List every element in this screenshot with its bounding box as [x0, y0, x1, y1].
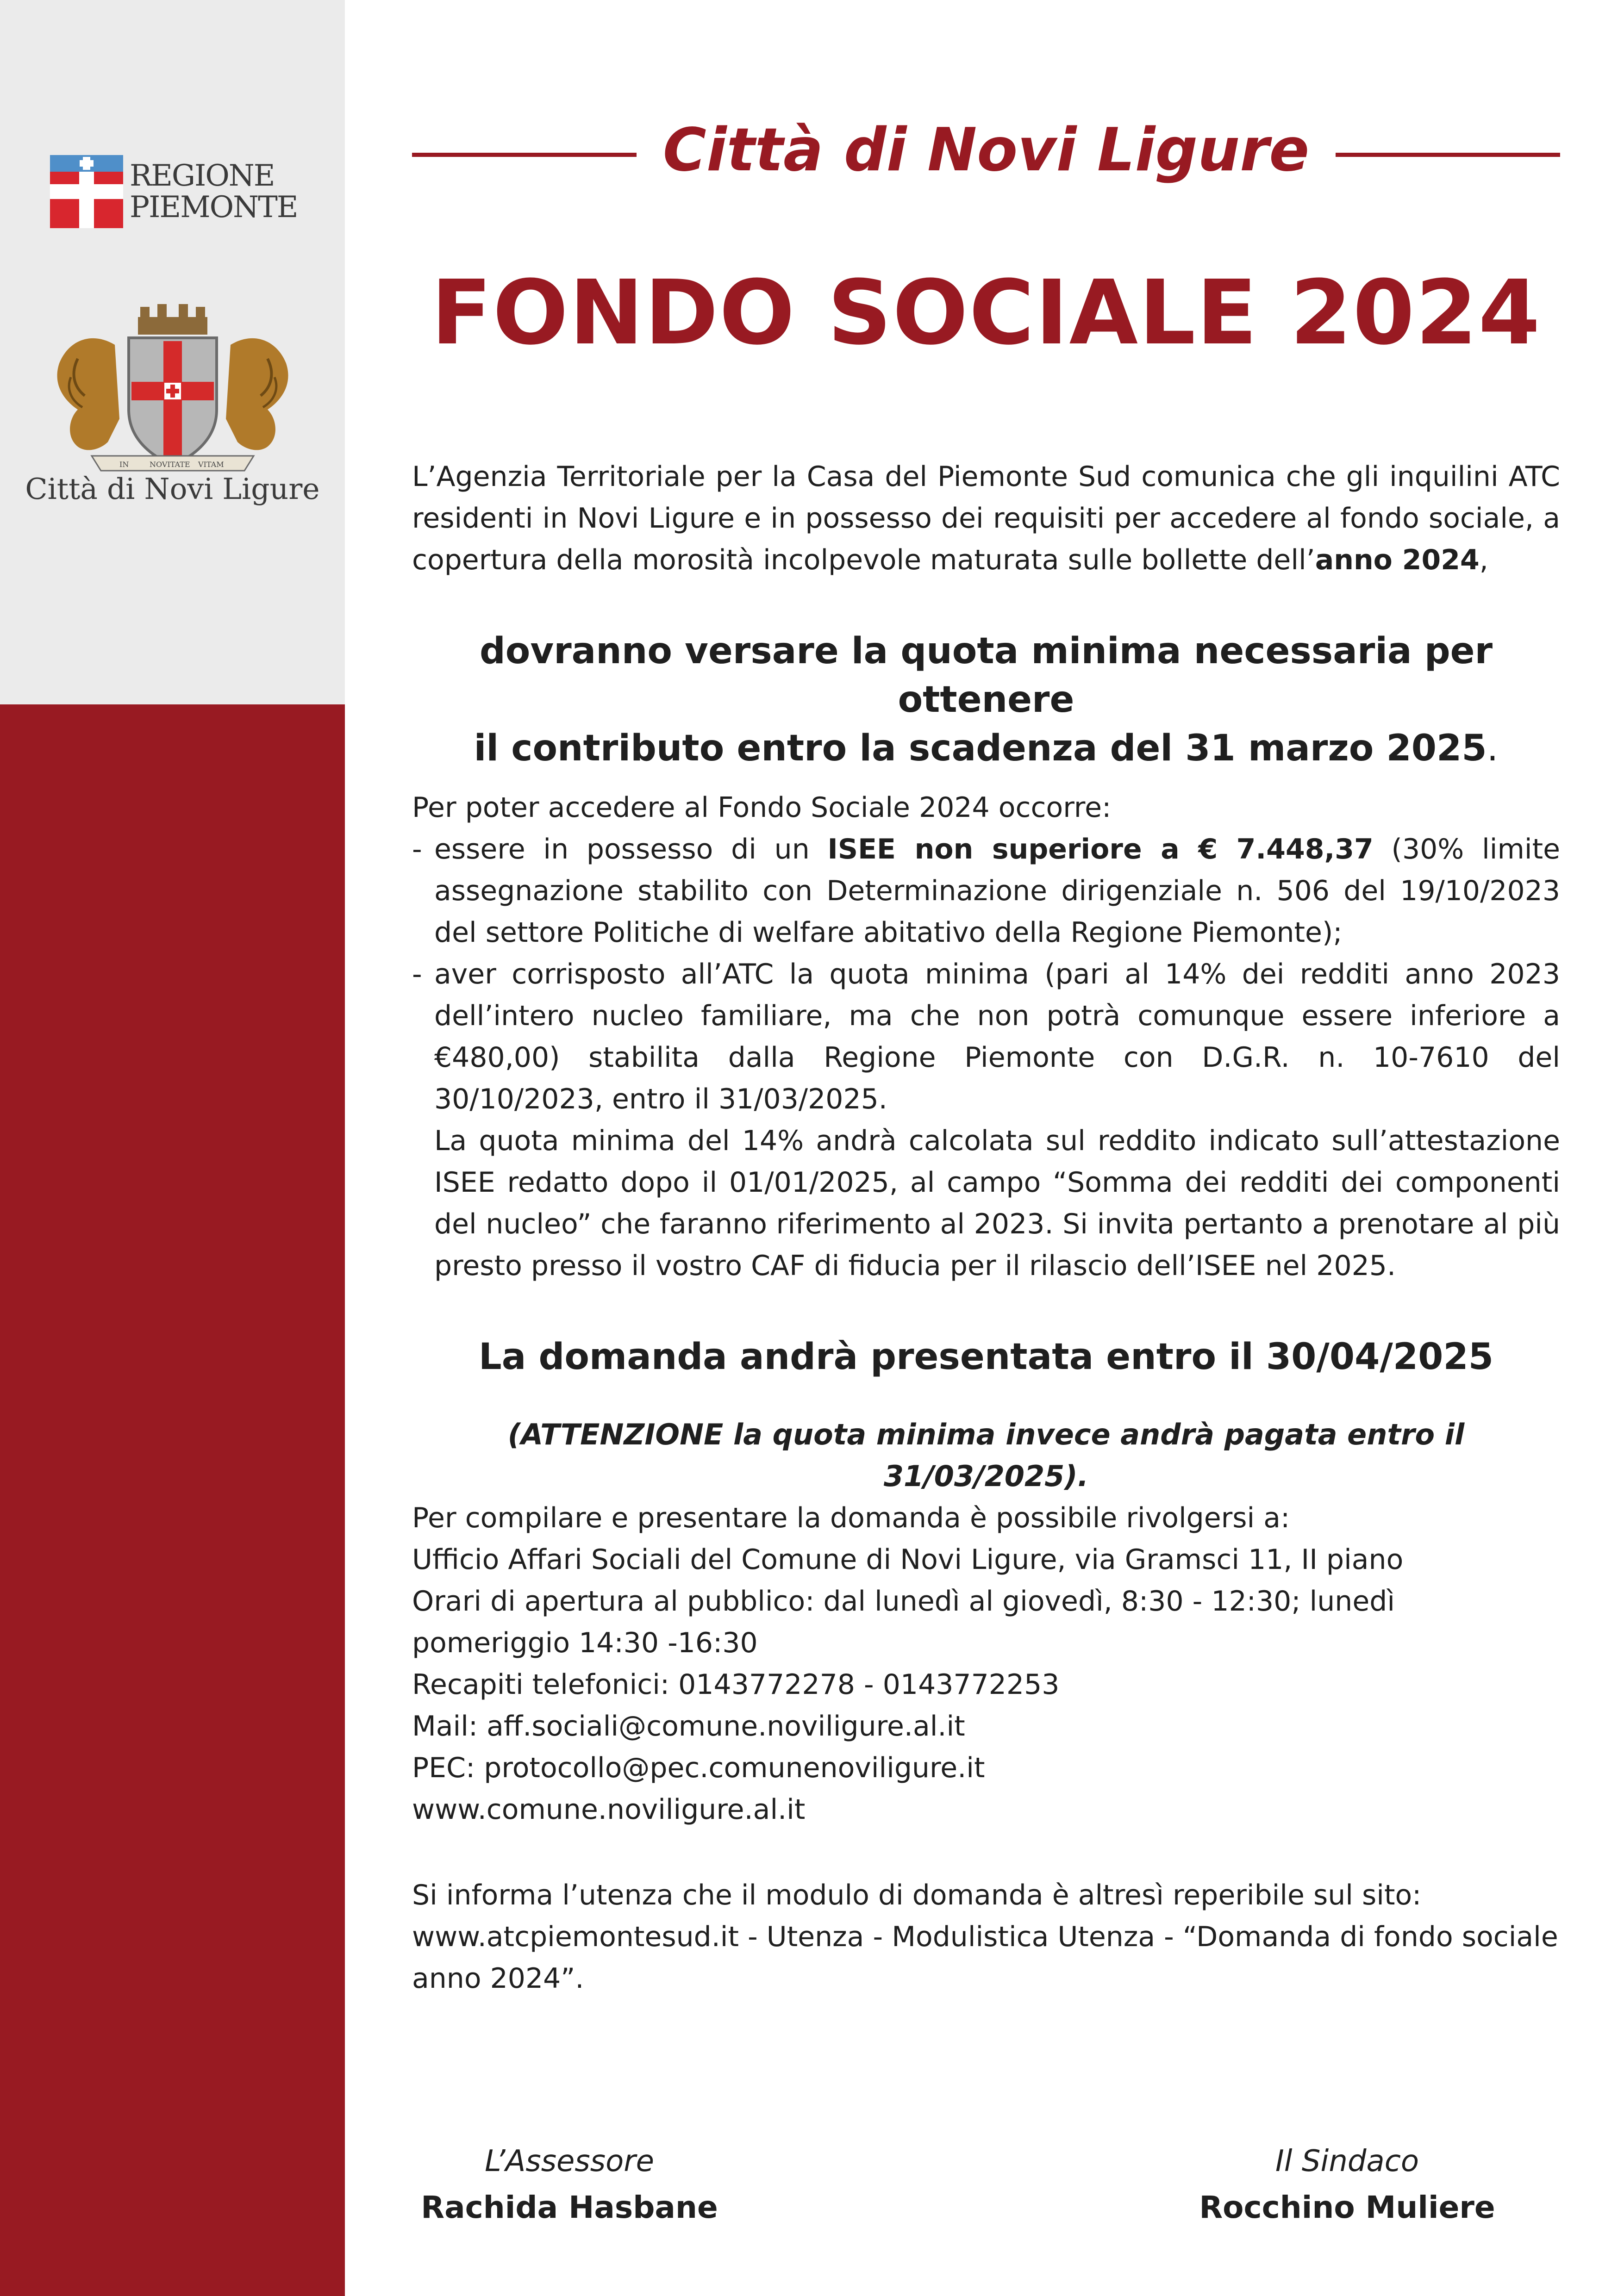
regione-logo-line2: PIEMONTE [130, 190, 298, 224]
sidebar [0, 0, 345, 2296]
signature-right-name: Rocchino Muliere [1199, 2190, 1495, 2225]
page-title: FONDO SOCIALE 2024 [431, 261, 1541, 365]
deadline-line2: il contributo entro la scadenza del 31 marzo 2025 [474, 728, 1487, 769]
deadline-line1: dovranno versare la quota minima necessaria per ottenere [479, 630, 1493, 721]
info-paragraph: Si informa l’utenza che il modulo di domanda è altresì reperibile sul sito: www.atcpiemontesud.it - Utenza - Modulistica Utenza - “Domanda di fondo sociale anno 2024”. [412, 1879, 1558, 1995]
novi-ligure-crest-icon [50, 303, 295, 488]
contacts-intro: Per compilare e presentare la domanda è possibile rivolgersi a: [412, 1502, 1290, 1534]
regione-logo-text [130, 160, 297, 223]
list-item: - aver corrisposto all’ATC la quota minima (pari al 14% dei redditi anno 2023 dell’intero nucleo familiare, ma che non potrà comunque essere inferiore a €480,00) stabilita dalla Regione Piemonte con D.G.R. n. 10-7610 del 30/10/2023, entro il 31/03/2025. [412, 953, 1560, 1120]
requirements-section [412, 787, 1560, 1287]
sidebar-red-panel [0, 704, 345, 2296]
deadline-statement [412, 627, 1560, 773]
requirements-list [412, 828, 1560, 1120]
signature-right [1185, 2138, 1509, 2231]
contacts-office: Ufficio Affari Sociali del Comune di Novi Ligure, via Gramsci 11, II piano [412, 1543, 1404, 1576]
piemonte-flag-icon [50, 155, 123, 228]
signature-left-role: L’Assessore [485, 2144, 654, 2178]
requirements-heading: Per poter accedere al Fondo Sociale 2024 occorre: [412, 791, 1112, 824]
city-title: Città di Novi Ligure [662, 116, 1310, 185]
crest-motto-right: VITAM [198, 460, 224, 469]
contacts-hours: Orari di apertura al pubblico: dal lunedì al giovedì, 8:30 - 12:30; lunedì pomeriggio 14:30 -16:30 [412, 1585, 1395, 1659]
signature-left [407, 2138, 731, 2231]
deadline-end: . [1487, 728, 1499, 769]
isee-limit: ISEE non superiore a € 7.448,37 [827, 833, 1374, 865]
quota-note: La quota minima del 14% andrà calcolata sul reddito indicato sull’attestazione ISEE redatto dopo il 01/01/2025, al campo “Somma dei redditi dei componenti del nucleo” che faranno riferimento al 2023. Si invita pertanto a prenotare al più presto presso il vostro CAF di fiducia per il rilascio dell’ISEE nel 2025. [434, 1125, 1560, 1282]
contacts-website[interactable]: www.comune.noviligure.al.it [412, 1793, 806, 1826]
intro-year: anno 2024 [1315, 544, 1480, 576]
regione-logo-line1: REGIONE [130, 159, 275, 193]
signature-left-name: Rachida Hasbane [421, 2190, 718, 2225]
crest-motto-left: IN [119, 460, 129, 469]
intro-end: , [1479, 544, 1488, 576]
intro-paragraph [412, 456, 1560, 581]
crest-caption: Città di Novi Ligure [25, 472, 320, 506]
application-deadline: La domanda andrà presentata entro il 30/04/2025 [479, 1336, 1493, 1378]
contacts-mail[interactable]: Mail: aff.sociali@comune.noviligure.al.it [412, 1710, 965, 1742]
attention-note: (ATTENZIONE la quota minima invece andrà pagata entro il 31/03/2025). [507, 1418, 1465, 1493]
regione-piemonte-logo [50, 155, 297, 228]
contacts-pec[interactable]: PEC: protocollo@pec.comunenoviligure.it [412, 1752, 985, 1784]
crest-motto-center: NOVITATE [150, 460, 190, 469]
intro-text: L’Agenzia Territoriale per la Casa del Piemonte Sud comunica che gli inquilini ATC residenti in Novi Ligure e in possesso dei requisiti per accedere al fondo sociale, a copertura della morosità incolpevole maturata sulle bollette dell’ [412, 460, 1560, 576]
contacts-phone: Recapiti telefonici: 0143772278 - 0143772253 [412, 1668, 1060, 1701]
signature-right-role: Il Sindaco [1275, 2144, 1419, 2178]
list-item: - essere in possesso di un ISEE non superiore a € 7.448,37 (30% limite assegnazione stabilito con Determinazione dirigenziale n. 506 del 19/10/2023 del settore Politiche di welfare abitativo della Regione Piemonte); [412, 828, 1560, 953]
contacts-section [412, 1497, 1560, 1830]
